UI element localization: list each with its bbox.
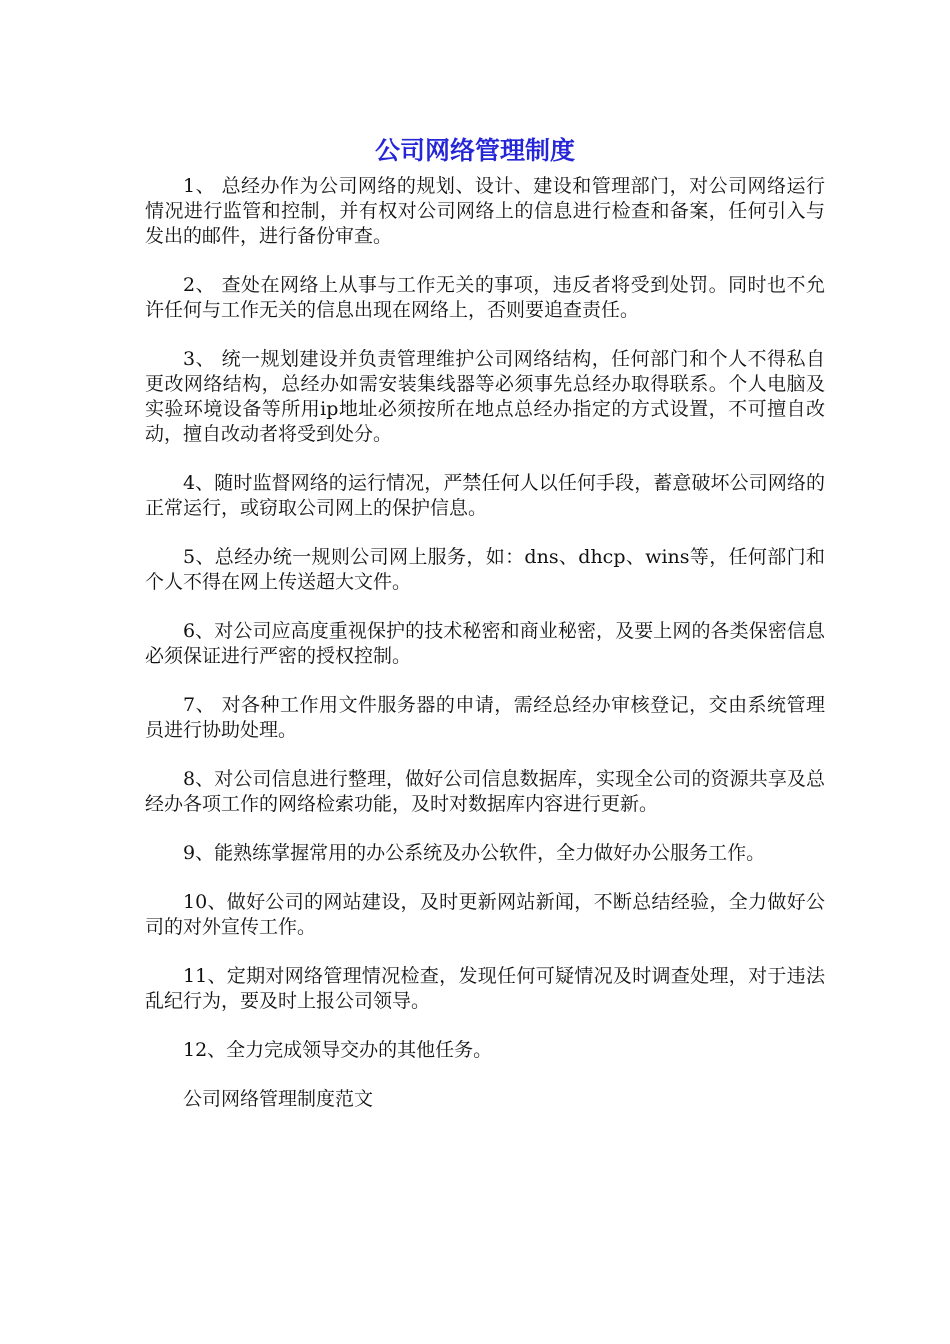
document-body	[145, 174, 825, 1136]
paragraph-4: 4、随时监督网络的运行情况，严禁任何人以任何手段，蓄意破坏公司网络的正常运行，或窃取公司网上的保护信息。	[145, 472, 825, 519]
section-heading: 公司网络管理制度范文	[183, 1088, 374, 1110]
paragraph-8: 8、对公司信息进行整理，做好公司信息数据库，实现全公司的资源共享及总经办各项工作的网络检索功能，及时对数据库内容进行更新。	[145, 768, 825, 815]
paragraph-7: 7、 对各种工作用文件服务器的申请，需经总经办审核登记，交由系统管理员进行协助处理。	[145, 694, 825, 741]
paragraph-10: 10、做好公司的网站建设，及时更新网站新闻，不断总结经验，全力做好公司的对外宣传工作。	[145, 891, 825, 938]
paragraph-2: 2、 查处在网络上从事与工作无关的事项，违反者将受到处罚。同时也不允许任何与工作无关的信息出现在网络上，否则要追查责任。	[145, 274, 825, 321]
paragraph-5: 5、总经办统一规则公司网上服务，如：dns、dhcp、wins等，任何部门和个人不得在网上传送超大文件。	[145, 546, 825, 593]
paragraph-11: 11、定期对网络管理情况检查，发现任何可疑情况及时调查处理，对于违法乱纪行为，要及时上报公司领导。	[145, 965, 825, 1012]
paragraph-12: 12、全力完成领导交办的其他任务。	[183, 1039, 493, 1061]
paragraph-3: 3、 统一规划建设并负责管理维护公司网络结构，任何部门和个人不得私自更改网络结构，总经办如需安装集线器等必须事先总经办取得联系。个人电脑及实验环境设备等所用ip地址必须按所在地点总经办指定的方式设置，不可擅自改动，擅自改动者将受到处分。	[145, 348, 825, 445]
paragraph-1: 1、 总经办作为公司网络的规划、设计、建设和管理部门，对公司网络运行情况进行监管和控制，并有权对公司网络上的信息进行检查和备案，任何引入与发出的邮件，进行备份审查。	[145, 175, 825, 247]
paragraph-6: 6、对公司应高度重视保护的技术秘密和商业秘密，及要上网的各类保密信息必须保证进行严密的授权控制。	[145, 620, 825, 667]
page-title: 公司网络管理制度	[374, 136, 575, 165]
paragraph-9: 9、能熟练掌握常用的办公系统及办公软件，全力做好办公服务工作。	[183, 842, 766, 864]
